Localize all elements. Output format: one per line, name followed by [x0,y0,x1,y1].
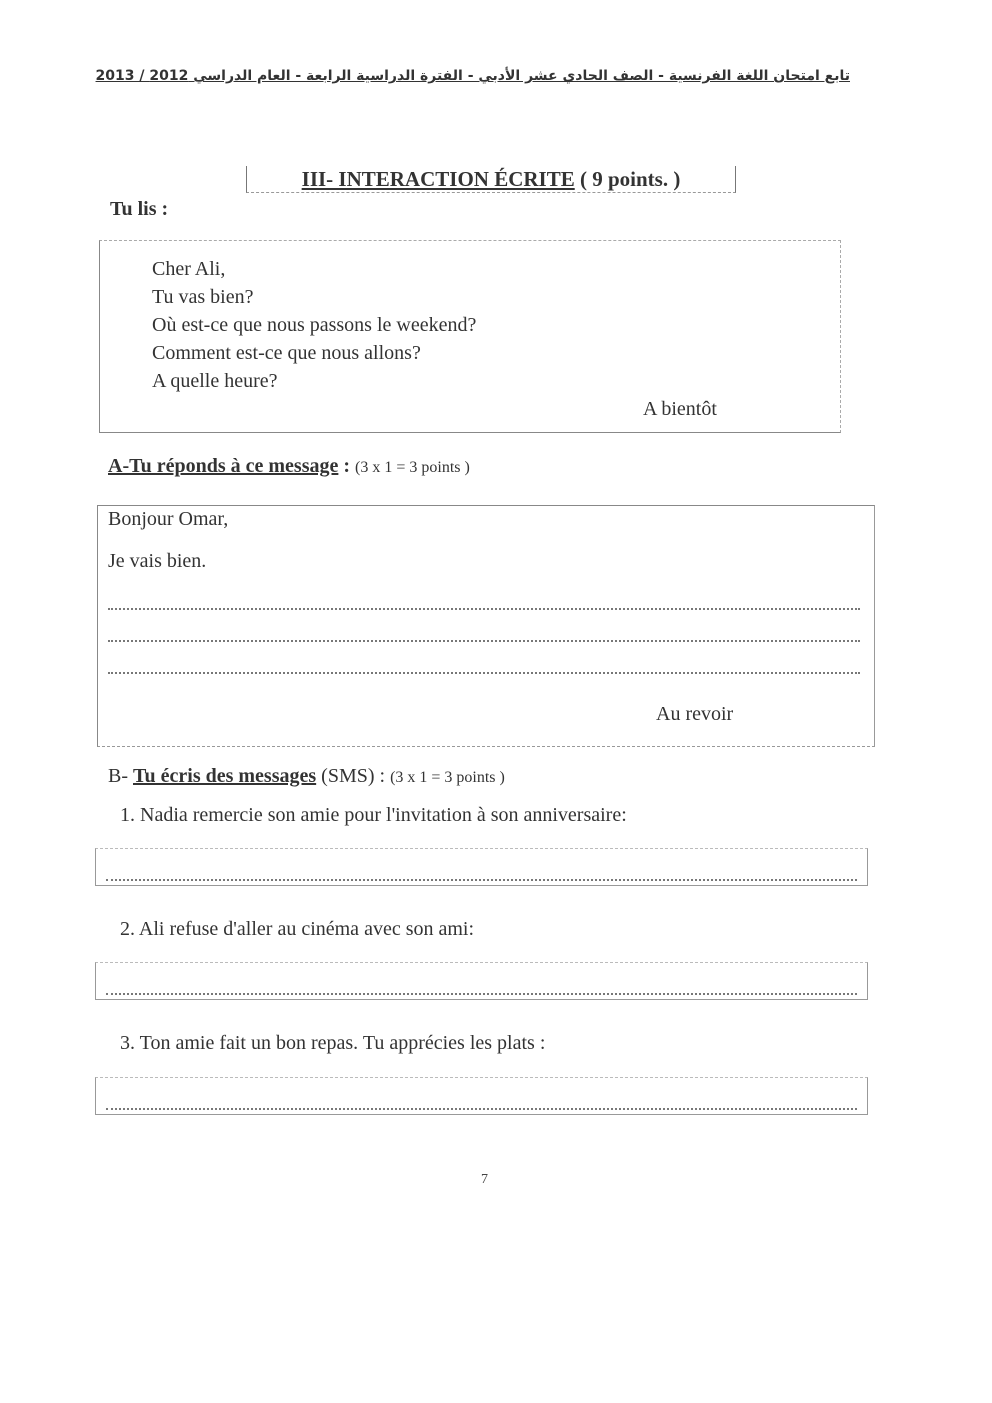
message-line: A quelle heure? [152,370,278,392]
answer-line [106,1108,857,1110]
part-a-points: (3 x 1 = 3 points ) [355,459,470,476]
question-1: 1. Nadia remercie son amie pour l'invitation à son anniversaire: [120,804,627,826]
part-a-colon: : [338,455,351,477]
part-b-label: Tu écris des messages [133,765,317,787]
message-line: Cher Ali, [152,258,226,280]
sms-answer-box-3[interactable] [95,1077,868,1115]
part-b-sms: (SMS) : [321,765,386,787]
answer-line[interactable] [108,608,860,610]
part-b-heading [108,765,505,788]
message-closing: A bientôt [643,398,717,420]
answer-line [106,879,857,881]
section-points: ( 9 points. ) [579,167,681,191]
exam-header: تابع امتحان اللغة الفرنسية - الصف الحادي عشر الأدبي - الفترة الدراسية الرابعة - العام الدراسي 2012 / 2013 [95,68,850,84]
response-box [97,505,875,747]
response-closing: Au revoir [656,703,734,725]
intro-label: Tu lis : [110,198,169,220]
answer-line [106,993,857,995]
part-a-label: A-Tu réponds à ce message [108,455,339,477]
part-b-prefix: B- [108,765,128,787]
question-3: 3. Ton amie fait un bon repas. Tu apprécies les plats : [120,1032,546,1054]
question-2: 2. Ali refuse d'aller au cinéma avec son ami: [120,918,475,940]
answer-line[interactable] [108,640,860,642]
response-greeting: Bonjour Omar, [108,508,229,530]
page-number: 7 [481,1172,488,1187]
sms-answer-box-1[interactable] [95,848,868,886]
part-a-heading [108,455,470,478]
message-line: Tu vas bien? [152,286,254,308]
section-title-label: III- INTERACTION ÉCRITE [301,167,575,191]
answer-line[interactable] [108,672,860,674]
response-line: Je vais bien. [108,550,207,572]
part-b-points: (3 x 1 = 3 points ) [390,769,505,786]
message-line: Où est-ce que nous passons le weekend? [152,314,477,336]
section-title [246,166,736,193]
message-line: Comment est-ce que nous allons? [152,342,421,364]
sms-answer-box-2[interactable] [95,962,868,1000]
